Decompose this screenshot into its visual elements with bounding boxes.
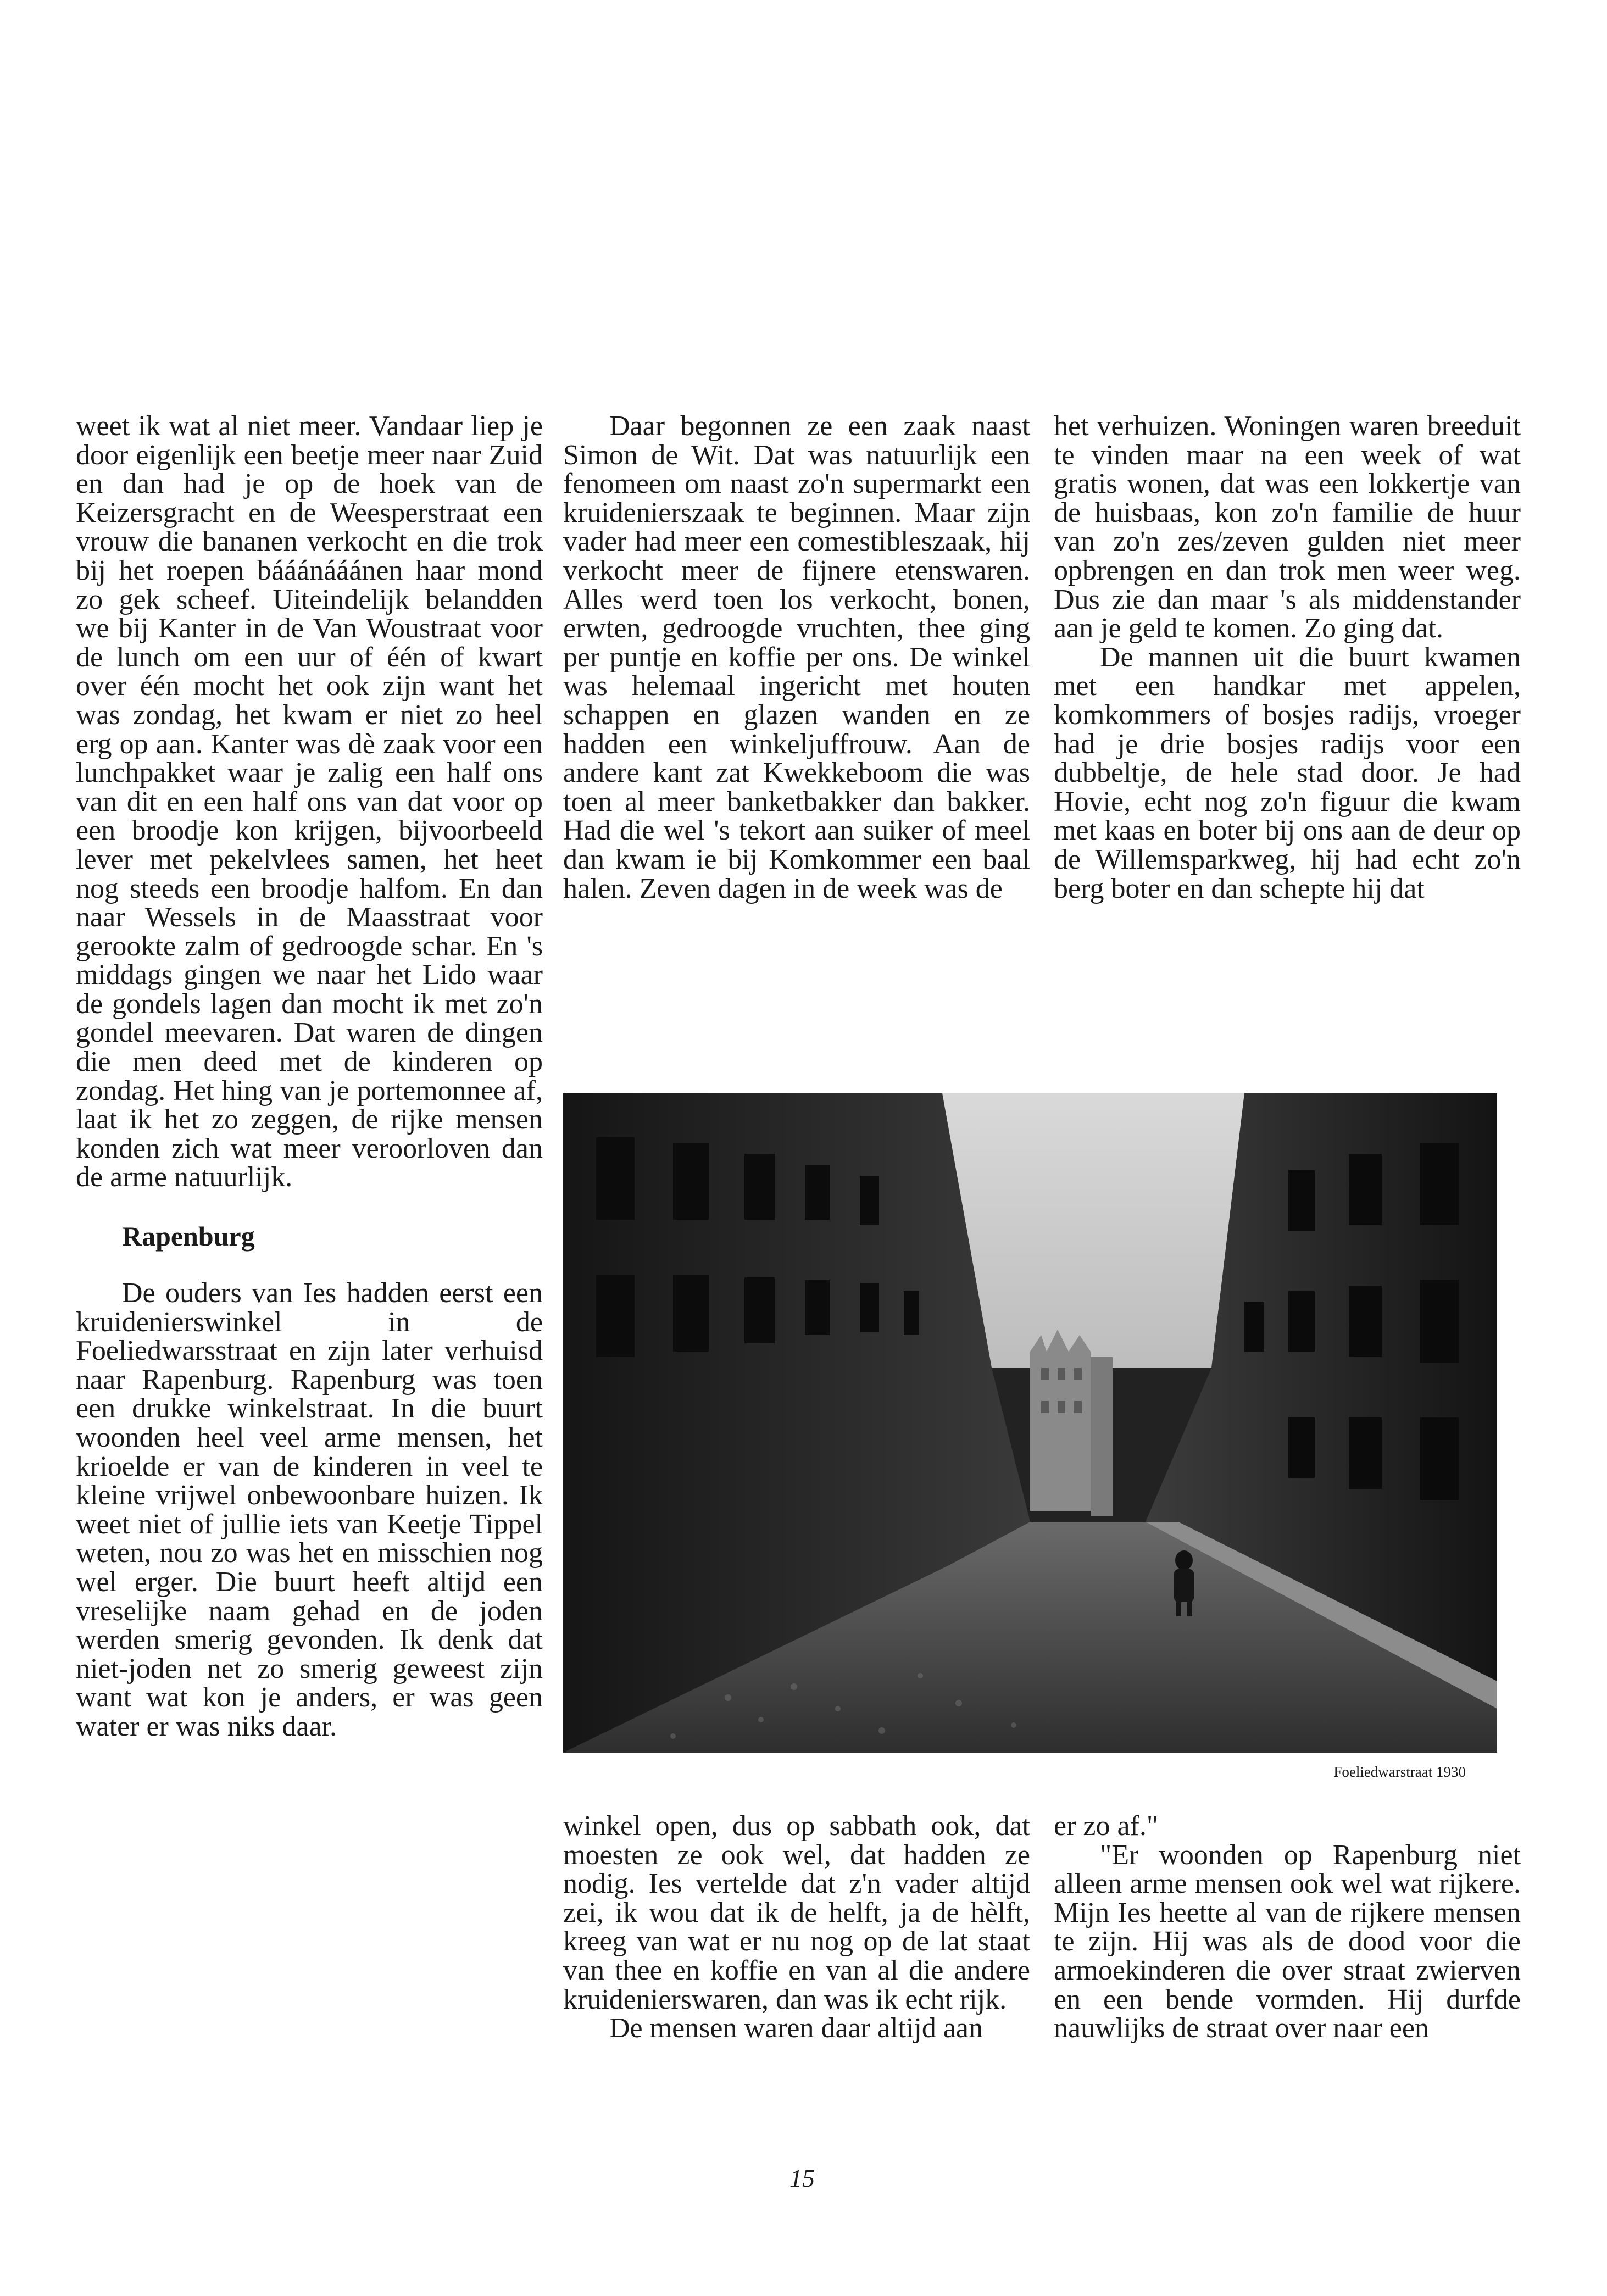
- left-paragraph-1: weet ik wat al niet meer. Vandaar liep je door eigenlijk een beetje meer naar Zuid en dan had je op de hoek van de Keizersgracht en de Weesperstraat een vrouw die bananen verkocht en die trok bij het roepen bááánááánen haar mond zo gek scheef. Uiteindelijk belandden we bij Kanter in de Van Woustraat voor de lunch om een uur of één of kwart over één mocht het ook zijn want het was zondag, het kwam er niet zo heel erg op aan. Kanter was dè zaak voor een lunchpakket waar je zalig een half ons van dit en een half ons van dat voor op een broodje kon krijgen, bijvoorbeeld lever met pekelvlees samen, het heet nog steeds een broodje halfom. En dan naar Wessels in de Maasstraat voor gerookte zalm of gedroogde schar. En 's middags gingen we naar het Lido waar de gondels lagen dan mocht ik met zo'n gondel meevaren. Dat waren de dingen die men deed met de kinderen op zondag. Het hing van je portemonnee af, laat ik het zo zeggen, de rijke mensen konden zich wat meer veroorloven dan de arme natuurlijk.: [76, 410, 543, 1193]
- middle-paragraph-3: De mensen waren daar altijd aan: [609, 2013, 983, 2044]
- page-number: 15: [789, 2164, 815, 2192]
- right-paragraph-1: het verhuizen. Woningen waren breeduit te vinden maar na een week of wat gratis wonen, dat was een lokkertje van de huisbaas, kon zo'n familie de huur van zo'n zes/zeven gulden niet meer opbrengen en dan trok men weer weg. Dus zie dan maar 's als middenstander aan je geld te komen. Zo ging dat.: [1054, 410, 1521, 644]
- column-middle-top: [563, 412, 1030, 903]
- section-heading-rapenburg: Rapenburg: [122, 1221, 255, 1252]
- column-middle-bottom: [563, 1812, 1030, 2043]
- street-photograph: [563, 1093, 1497, 1753]
- middle-paragraph-2: winkel open, dus op sabbath ook, dat moesten ze ook wel, dat hadden ze nodig. Ies vertelde dat z'n vader altijd zei, ik wou dat ik de helft, ja de hèlft, kreeg van wat er nu nog op de lat staat van thee en koffie en van al die andere kruidenierswaren, dan was ik echt rijk.: [563, 1810, 1030, 2015]
- column-right-bottom: [1054, 1812, 1521, 2043]
- left-paragraph-2: De ouders van Ies hadden eerst een kruidenierswinkel in de Foeliedwarsstraat en zijn later verhuisd naar Rapenburg. Rapenburg was toen een drukke winkelstraat. In die buurt woonden heel veel arme mensen, het krioelde er van de kinderen in veel te kleine vrijwel onbewoonbare huizen. Ik weet niet of jullie iets van Keetje Tippel weten, nou zo was het en misschien nog wel erger. Die buurt heeft altijd een vreselijke naam gehad en de joden werden smerig gevonden. Ik denk dat niet-joden net zo smerig geweest zijn want wat kon je anders, er was geen water er was niks daar.: [76, 1277, 543, 1742]
- column-right-top: [1054, 412, 1521, 903]
- column-left: [76, 412, 543, 1742]
- right-paragraph-2: De mannen uit die buurt kwamen met een handkar met appelen, komkommers of bosjes radijs, vroeger had je drie bosjes radijs voor een dubbeltje, de hele stad door. Je had Hovie, echt nog zo'n figuur die kwam met kaas en boter bij ons aan de deur op de Willemsparkweg, hij had echt zo'n berg boter en dan schepte hij dat: [1054, 641, 1521, 904]
- right-paragraph-3: er zo af.": [1054, 1810, 1159, 1842]
- right-paragraph-4: "Er woonden op Rapenburg niet alleen arme mensen ook wel wat rijkere. Mijn Ies heette al van de rijkere mensen te zijn. Hij was als de dood voor die armoekinderen die over straat zwierven en een bende vormden. Hij durfde nauwlijks de straat over naar een: [1054, 1839, 1521, 2044]
- middle-paragraph-1: Daar begonnen ze een zaak naast Simon de Wit. Dat was natuurlijk een fenomeen om naast zo'n supermarkt een kruidenierszaak te beginnen. Maar zijn vader had meer een comestibleszaak, hij verkocht meer de fijnere etenswaren. Alles werd toen los verkocht, bonen, erwten, gedroogde vruchten, thee ging per puntje en koffie per ons. De winkel was helemaal ingericht met houten schappen en glazen wanden en ze hadden een winkeljuffrouw. Aan de andere kant zat Kwekkeboom die was toen al meer banketbakker dan bakker. Had die wel 's tekort aan suiker of meel dan kwam ie bij Komkommer een baal halen. Zeven dagen in de week was de: [563, 410, 1030, 904]
- photo-caption: Foeliedwarstraat 1930: [1333, 1764, 1466, 1780]
- street-photo-illustration: [563, 1093, 1497, 1753]
